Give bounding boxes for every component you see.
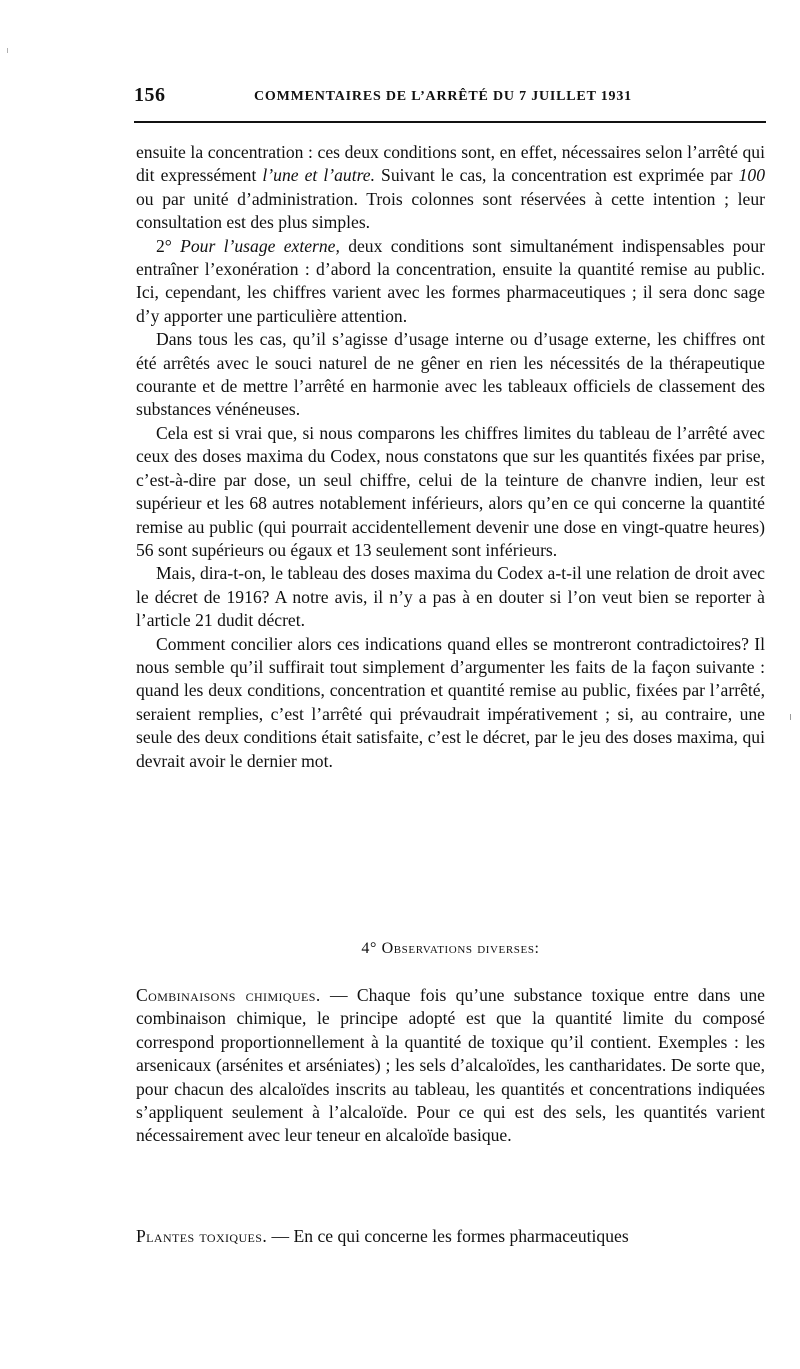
paragraph-text: ou par unité d’administration. Trois colonnes sont réservées à cette intention ; leur consultation est des plus simples. bbox=[136, 188, 765, 233]
paragraph-text: ensuite la concentration : ces deux conditions sont, en effet, nécessaires selon l’arrêté qui dit expressément bbox=[136, 142, 765, 186]
body-text bbox=[136, 141, 765, 773]
header-rule bbox=[134, 121, 766, 123]
list-number: 2° bbox=[156, 235, 181, 256]
paragraph-text: Suivant le cas, la concentration est exprimée par bbox=[381, 165, 733, 186]
section-heading: 4° Observations diverses: bbox=[361, 940, 540, 957]
paragraph-tous-les-cas: Dans tous les cas, qu’il s’agisse d’usage interne ou d’usage externe, les chiffres ont été arrêtés avec le souci naturel de ne gêner en rien les nécessités de la thérapeutique courante et de mettre l’arrêté en harmonie avec les tableaux officiels de classement des substances vénéneuses. bbox=[136, 329, 765, 420]
paragraph-combinaisons bbox=[136, 984, 765, 1148]
paragraph-concentration bbox=[136, 141, 765, 235]
runin-heading: Combinaisons chimiques. bbox=[136, 985, 321, 1005]
paragraph-text: — Chaque fois qu’une substance toxique entre dans une combinaison chimique, le principe adopté est que la quantité limite du composé correspond proportionnellement à la quantité de toxique qu’il contient. Exemples : les arsenicaux (arsénites et arséniates) ; les sels d’alcaloïdes, les cantharidates. De sorte que, pour chacun des alcaloïdes inscrits au tableau, les quantités et concentrations indiquées s’appliquent seulement à l’alcaloïde. Pour ce qui est des sels, les quantités varient nécessairement avec leur teneur en alcaloïde basique. bbox=[136, 985, 765, 1146]
page-number: 156 bbox=[134, 84, 166, 106]
emphasis-number: 100 bbox=[738, 165, 765, 186]
paragraph-text: — En ce qui concerne les formes pharmaceutiques bbox=[267, 1226, 629, 1246]
paragraph-codex-comparison: Cela est si vrai que, si nous comparons les chiffres limites du tableau de l’arrêté avec ceux des doses maxima du Codex, nous constatons que sur les quantités fixées par prise, c’est-à-dire par dose, un seul chiffre, celui de la teinture de chanvre indien, leur est supérieur et les 68 autres notablement inférieurs, alors qu’en ce qui concerne la quantité remise au public (qui pourrait accidentellement devenir une dose en vingt-quatre heures) 56 sont supérieurs ou égaux et 13 seulement sont inférieurs. bbox=[136, 422, 765, 560]
emphasis-text: l’une et l’autre. bbox=[262, 165, 375, 186]
paragraph-concilier: Comment concilier alors ces indications quand elles se montreront contradictoires? Il nous semble qu’il suffirait tout simplement d’argumenter les faits de la façon suivante : quand les deux conditions, concentration et quantité remise au public, fixées par l’arrêté, seraient remplies, c’est l’arrêté qui prévaudrait impérativement ; si, au contraire, une seule des deux conditions était satisfaite, c’est le décret, par le jeu des doses maxima, qui devrait avoir le dernier mot. bbox=[136, 633, 765, 771]
paragraph-decret-1916: Mais, dira-t-on, le tableau des doses maxima du Codex a-t-il une relation de droit avec le décret de 1916? A notre avis, il n’y a pas à en douter si l’on veut bien se reporter à l’article 21 dudit décret. bbox=[136, 563, 765, 631]
runin-heading: Plantes toxiques. bbox=[136, 1226, 268, 1246]
paragraph-usage-externe bbox=[136, 235, 765, 329]
paragraph-text: deux conditions sont simultanément indispensables pour entraîner l’exonération : d’abord la concentration, ensuite la quantité remise au public. Ici, cependant, les chiffres varient avec les formes pharmaceutiques ; il sera donc sage d’y apporter une particulière attention. bbox=[136, 235, 765, 326]
running-title: COMMENTAIRES DE L’ARRÊTÉ DU 7 JUILLET 1931 bbox=[254, 89, 632, 104]
emphasis-text: Pour l’usage externe, bbox=[180, 235, 340, 256]
margin-speck bbox=[7, 48, 8, 53]
margin-speck bbox=[790, 714, 791, 720]
page-header bbox=[134, 84, 766, 112]
paragraph-plantes bbox=[136, 1225, 765, 1248]
